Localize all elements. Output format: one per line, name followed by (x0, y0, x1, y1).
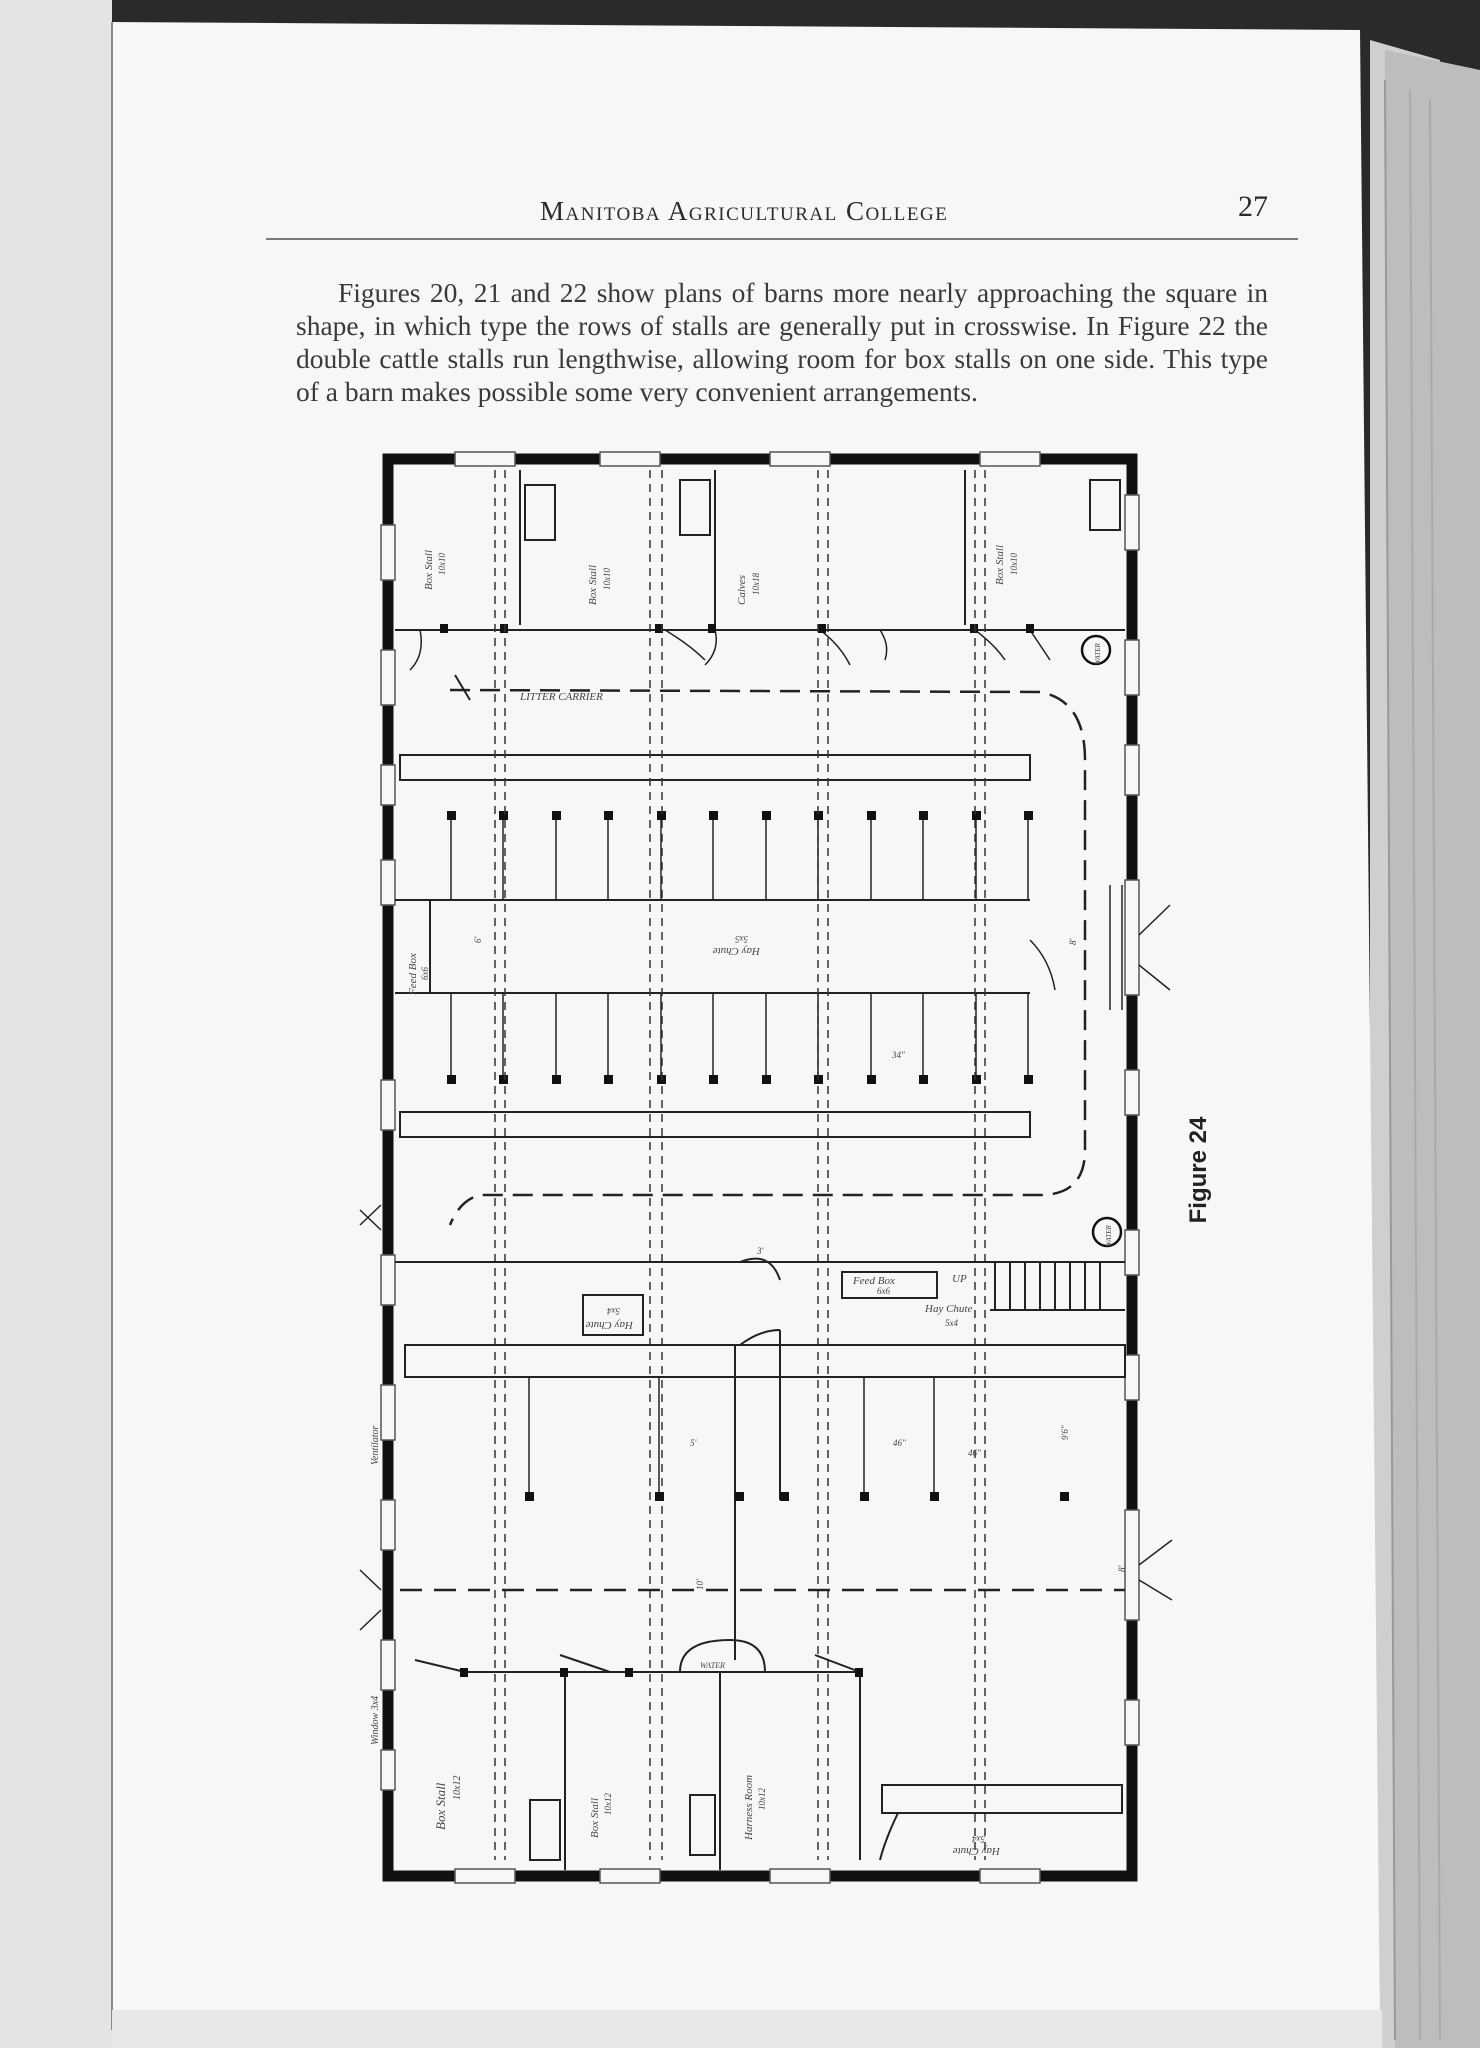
label-feed-box-upper-size: 6x6 (420, 967, 430, 980)
label-litter-carrier: LITTER CARRIER (520, 691, 603, 703)
label-hay-chute-upper-size: 5x5 (735, 934, 748, 944)
label-box-stall-top-1: Box Stall (423, 549, 435, 590)
label-window: Window 3x4 (370, 1695, 381, 1745)
label-dim-10: 10' (695, 1579, 705, 1590)
top-box-stalls (395, 470, 1125, 630)
label-hay-chute-bottom: Hay Chute (952, 1845, 1000, 1857)
label-dim-96: 9'6" (1060, 1425, 1070, 1440)
litter-carrier-track (450, 690, 1085, 1225)
label-hay-chute-upper: Hay Chute (712, 945, 760, 957)
label-calves: Calves (736, 575, 748, 605)
label-water-1: WATER (1094, 643, 1102, 665)
label-dim-46: 46" (893, 1438, 906, 1448)
top-door-posts (440, 624, 1034, 633)
label-hay-chute-mid-size: 5x4 (607, 1306, 620, 1316)
figure-caption (1164, 1100, 1234, 1240)
label-hay-chute-lower: Hay Chute (925, 1303, 973, 1315)
label-box-stall-bottom-1-size: 10x12 (452, 1775, 463, 1800)
label-box-stall-top-2-size: 10x10 (602, 568, 612, 590)
label-dim-6: 6' (473, 936, 483, 943)
label-box-stall-bottom-2: Box Stall (589, 1797, 601, 1838)
label-dim-5: 5' (690, 1438, 697, 1448)
stall-partitions-row-1 (451, 820, 1028, 900)
label-dim-3: 3' (757, 1246, 764, 1256)
stall-posts-row-2 (447, 1075, 1033, 1084)
label-box-stall-top-3: Box Stall (994, 544, 1006, 585)
label-ventilator: Ventilator (370, 1425, 381, 1465)
body-paragraph: Figures 20, 21 and 22 show plans of barns more nearly approaching the square in shape, in which type the rows of stalls are generally put in crosswise. In Figure 22 the double cattle stalls run lengthwise, allowing room for box stalls on one side. This type of a barn makes possible some very convenient arrangements. (296, 277, 1268, 407)
horse-stall-posts (525, 1492, 1069, 1501)
page-number: 27 (1238, 190, 1268, 223)
middle-cross-alley (395, 1259, 1125, 1660)
horse-stall-partitions (529, 1377, 934, 1492)
label-dim-34: 34" (892, 1050, 905, 1060)
label-calves-size: 10x18 (751, 573, 761, 595)
stall-partitions-row-2 (451, 993, 1028, 1075)
top-stall-doors (410, 630, 1050, 670)
water-tanks (1082, 636, 1121, 1246)
stall-posts-row-1 (447, 811, 1033, 820)
label-box-stall-bottom-1: Box Stall (433, 1782, 448, 1830)
barn-outer-walls (388, 459, 1132, 1876)
label-dim-8: 8' (1068, 938, 1078, 945)
side-door-frame (1030, 885, 1122, 1010)
label-up: UP (952, 1273, 967, 1285)
label-box-stall-bottom-2-size: 10x12 (603, 1793, 613, 1815)
label-water-3: WATER (700, 1661, 725, 1670)
label-hay-chute-bottom-size: 5x4 (972, 1834, 985, 1844)
label-box-stall-top-2: Box Stall (587, 564, 599, 605)
plan-labels (370, 545, 1127, 1857)
label-harness-room-size: 10x12 (757, 1788, 767, 1810)
label-dim-46b: 46" (968, 1448, 981, 1458)
label-feed-box-upper: Feed Box (407, 953, 419, 995)
label-box-stall-top-3-size: 10x10 (1009, 553, 1019, 575)
label-dim-8b: 8' (1117, 1565, 1127, 1572)
bottom-box-stalls (415, 1640, 1122, 1870)
label-box-stall-top-1-size: 10x10 (437, 553, 447, 575)
dashed-column-lines (495, 470, 985, 1860)
label-hay-chute-lower-size: 5x4 (945, 1318, 958, 1328)
figure-caption-text: Figure 24 (1185, 1116, 1212, 1224)
label-feed-box-lower-size: 6x6 (877, 1286, 890, 1296)
page-header-title: Manitoba Agricultural College (540, 196, 949, 226)
label-hay-chute-mid: Hay Chute (585, 1319, 633, 1331)
label-feed-box-lower: Feed Box (853, 1275, 895, 1287)
label-harness-room: Harness Room (743, 1774, 755, 1840)
label-water-2: WATER (1105, 1225, 1113, 1247)
